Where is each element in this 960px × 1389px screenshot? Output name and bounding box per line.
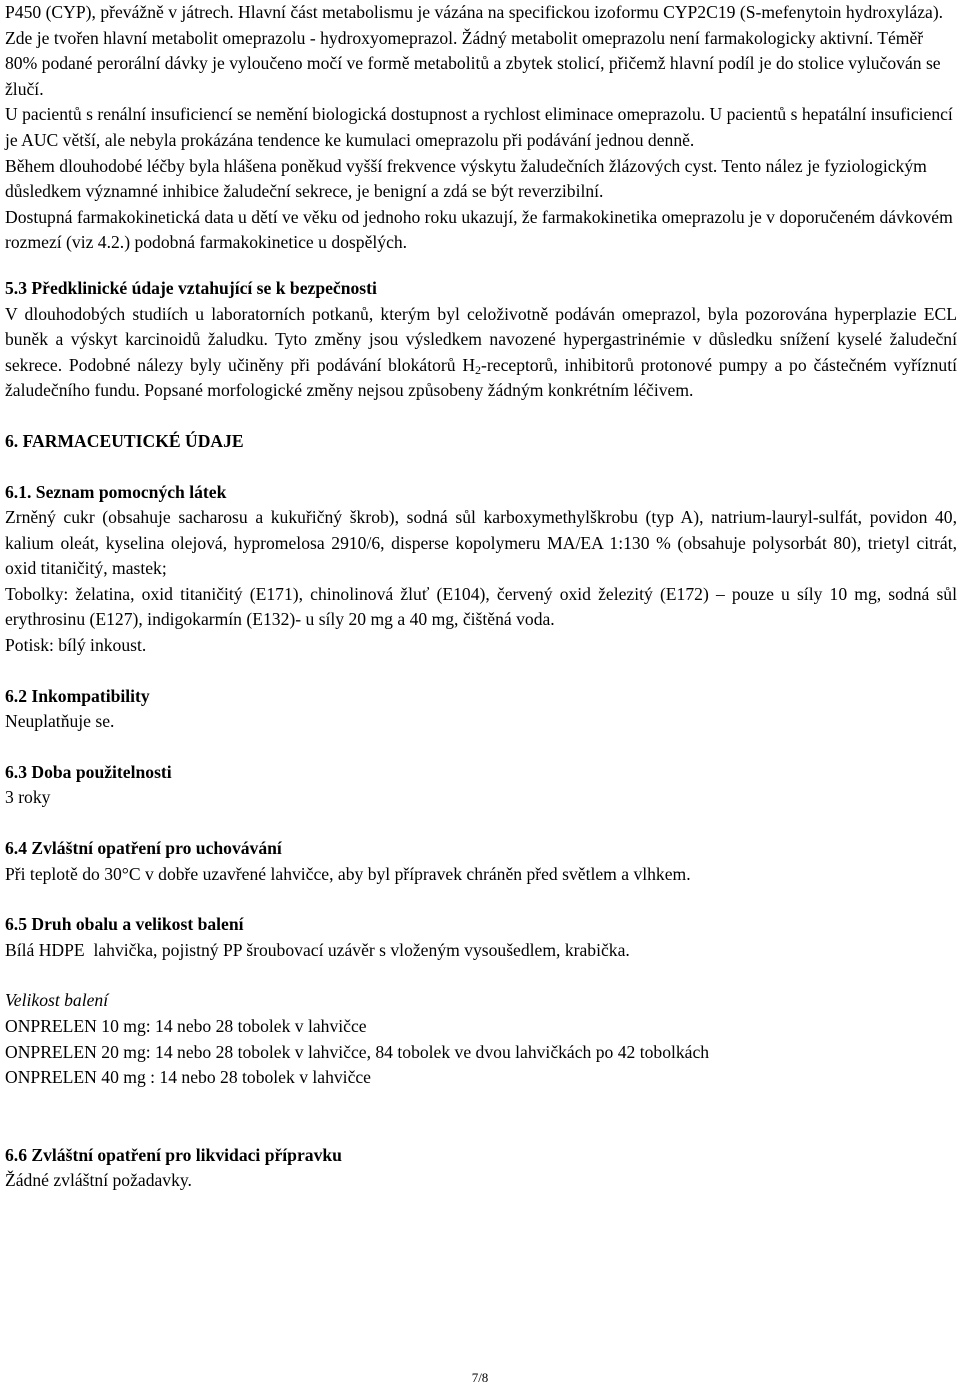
section-5-3-text-before-sub: V dlouhodobých studiích u laboratorních potkanů, kterým byl celoživotně podáván omeprazol, byla pozorována hyperplazie ECL buněk a výskyt karcinoidů žaludku. Tyto změny jsou výsledkem navozené hypergastrinémie v důsledku snížení kyselé žaludeční sekrece. Podobné nálezy byly učiněny při podávání blokátorů H	[5, 303, 957, 375]
section-6-2-heading: 6.2 Inkompatibility	[5, 685, 150, 706]
pharmacokinetics-metabolism-paragraph: P450 (CYP), převážně v játrech. Hlavní část metabolismu je vázána na specifickou izoformu CYP2C19 (S-mefenytoin hydroxyláza). Zde je tvořen hlavní metabolit omeprazolu - hydroxyomeprazol. Žádný metabolit omeprazolu není farmakologicky aktivní. Téměř 80% podané perorální dávky je vyloučeno močí ve formě metabolitů a zbytek stolicí, přičemž hlavní podíl je do stolice vylučován se žlučí.	[5, 2, 944, 99]
section-6-heading: 6. FARMACEUTICKÉ ÚDAJE	[5, 430, 244, 451]
section-6-4-heading: 6.4 Zvláštní opatření pro uchovávání	[5, 838, 282, 859]
pediatric-pharmacokinetics-paragraph: Dostupná farmakokinetická data u dětí ve věku od jednoho roku ukazují, že farmakokinetika omeprazolu je v doporučeném dávkovém rozmezí (viz 4.2.) podobná farmakokinetice u dospělých.	[5, 206, 953, 253]
section-5-3-heading: 5.3 Předklinické údaje vztahující se k bezpečnosti	[5, 277, 377, 298]
section-6-3-heading: 6.3 Doba použitelnosti	[5, 761, 172, 782]
pack-size-10mg: ONPRELEN 10 mg: 14 nebo 28 tobolek v lahvičce	[5, 1016, 367, 1036]
page-number: 7/8	[471, 1370, 489, 1385]
renal-hepatic-insufficiency-paragraph: U pacientů s renální insuficiencí se nemění biologická dostupnost a rychlost eliminace omeprazolu. U pacientů s hepatální insuficiencí je AUC větší, ale nebyla prokázána tendence ke kumulaci omeprazolu při podávání jednou denně.	[5, 104, 953, 150]
section-5-3-subscript: 2	[475, 362, 482, 377]
section-6-6-text: Žádné zvláštní požadavky.	[5, 1170, 192, 1191]
excipients-paragraph: Zrněný cukr (obsahuje sacharosu a kukuřičný škrob), sodná sůl karboxymethylškrobu (typ A), natrium-lauryl-sulfát, povidon 40, kalium oleát, kyselina olejová, hypromelosa 2910/6, disperse kopolymeru MA/EA 1:130 % (obsahuje polysorbát 80), trietyl citrát, oxid titaničitý, mastek;	[5, 507, 957, 579]
document-page	[5, 0, 957, 1194]
section-5-3-text-after-sub: -receptorů, inhibitorů protonové pumpy a po částečném vyříznutí žaludečního fundu. Popsané morfologické změny nejsou způsobeny žádným konkrétním léčivem.	[5, 354, 958, 401]
pack-size-20mg: ONPRELEN 20 mg: 14 nebo 28 tobolek v lahvičce, 84 tobolek ve dvou lahvičkách po 42 tobolkách	[5, 1041, 710, 1062]
pack-size-40mg: ONPRELEN 40 mg : 14 nebo 28 tobolek v lahvičce	[5, 1067, 371, 1088]
section-6-2-text: Neuplatňuje se.	[5, 711, 115, 732]
section-6-3-text: 3 roky	[5, 787, 51, 808]
section-6-6-heading: 6.6 Zvláštní opatření pro likvidaci přípravku	[5, 1144, 342, 1165]
section-5-3-text	[5, 302, 957, 404]
section-6-5-text: Bílá HDPE lahvička, pojistný PP šroubovací uzávěr s vloženým vysoušedlem, krabička.	[5, 939, 630, 960]
long-term-treatment-paragraph: Během dlouhodobé léčby byla hlášena poněkud vyšší frekvence výskytu žaludečních žlázových cyst. Tento nález je fyziologickým důsledkem významné inhibice žaludeční sekrece, je benigní a zdá se být reverzibilní.	[5, 155, 927, 202]
section-6-1-heading: 6.1. Seznam pomocných látek	[5, 481, 227, 502]
capsule-shell-paragraph: Tobolky: želatina, oxid titaničitý (E171), chinolinová žluť (E104), červený oxid železitý (E172) – pouze u síly 10 mg, sodná sůl erythrosinu (E127), indigokarmín (E132)- u síly 20 mg a 40 mg, čištěná voda.	[5, 583, 957, 630]
pack-size-label: Velikost balení	[5, 990, 109, 1011]
section-6-5-heading: 6.5 Druh obalu a velikost balení	[5, 914, 244, 935]
printing-ink-paragraph: Potisk: bílý inkoust.	[5, 635, 147, 656]
section-6-4-text: Při teplotě do 30°C v dobře uzavřené lahvičce, aby byl přípravek chráněn před světlem a vlhkem.	[5, 863, 691, 884]
